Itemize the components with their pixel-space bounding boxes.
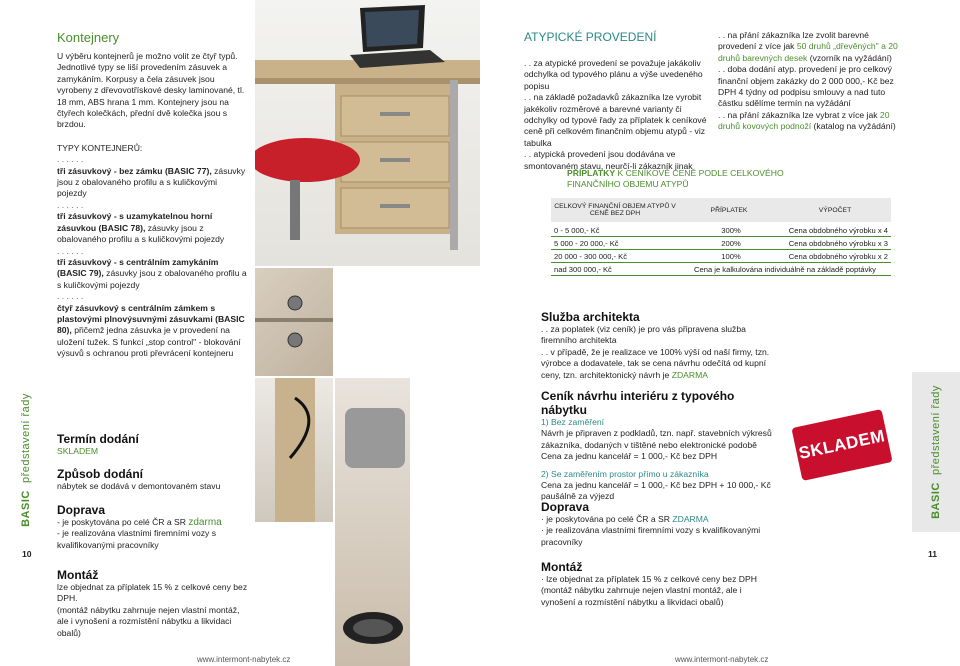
- p6-highlight: 20 druhů kovových podnoží: [718, 109, 890, 132]
- left-delivery-block: [57, 432, 257, 551]
- type-1-name: tři zásuvkový - bez zámku (BASIC 77),: [57, 165, 212, 176]
- page-number-right: 11: [928, 549, 938, 559]
- transport-line-1: [57, 517, 257, 528]
- tab-series: představení řady: [20, 393, 33, 484]
- atypical-p1: . . za atypické provedení se považuje jakákoliv odchylka od typového plánu a výše uvedeného popisu: [524, 58, 703, 91]
- surcharge-title: [567, 168, 797, 191]
- table-row: [551, 250, 891, 263]
- type-3-desc: zásuvky jsou z obalovaného profilu a s kuličkovými pojezdy: [57, 268, 247, 290]
- table-cell: 20 000 - 300 000,- Kč: [551, 250, 679, 263]
- pricing-2-label: 2) Se zaměřením prostor přímo u zákazníka: [541, 468, 709, 479]
- page-number-left: 10: [22, 549, 32, 559]
- left-text-column: [57, 30, 247, 360]
- page-title: Kontejnery: [57, 30, 120, 45]
- pricing-section: [541, 389, 776, 503]
- side-tab-label: [930, 385, 942, 519]
- right-mount-block: [541, 560, 776, 608]
- tab-basic: BASIC: [20, 490, 33, 527]
- transport-line-1: [541, 514, 776, 525]
- dots: . . . . . .: [57, 154, 84, 165]
- p6-text: . . na přání zákazníka lze vybrat z více jak: [718, 109, 880, 120]
- type-3: [57, 257, 247, 291]
- grommet-photo: [335, 378, 410, 666]
- transport-title: Doprava: [541, 500, 590, 514]
- transport-free: ZDARMA: [672, 514, 709, 524]
- footer-url-right: www.intermont-nabytek.cz: [675, 655, 769, 664]
- right-transport-block: [541, 500, 776, 548]
- type-1-desc: zásuvky jsou z obalovaného profilu a s kuličkovými pojezdy: [57, 165, 246, 199]
- left-mount-block: [57, 568, 257, 639]
- left-side-tab: [14, 380, 38, 540]
- p4-highlight: 50 druhů „dřevěných" a 20 druhů barevných desek: [718, 41, 898, 63]
- table-header-cell: PŘÍPLATEK: [710, 206, 748, 214]
- atypical-section: [524, 30, 710, 172]
- pricing-title: Ceník návrhu interiéru z typového nábytku: [541, 389, 735, 417]
- transport-free: zdarma: [188, 516, 222, 528]
- table-header: [551, 198, 891, 222]
- mount-line-1: · lze objednat za příplatek 15 % z celkové ceny bez DPH: [541, 574, 757, 584]
- right-side-tab: [912, 372, 960, 532]
- mount-line-1: lze objednat za příplatek 15 % z celkové ceny bez DPH.: [57, 582, 248, 604]
- p4-post: (vzorník na vyžádání): [807, 52, 892, 63]
- mount-title: Montáž: [541, 560, 583, 574]
- desk-foot-photo: [255, 378, 333, 522]
- cable-grommet-photo: [335, 378, 410, 666]
- desk-photo: [255, 0, 480, 266]
- table-row: [551, 237, 891, 250]
- table-cell: 300%: [679, 224, 783, 237]
- dots: . . . . . .: [57, 199, 84, 210]
- table-row: [551, 263, 891, 276]
- tab-series: představení řady: [930, 385, 943, 476]
- pricing-1-label: 1) Bez zaměření: [541, 417, 605, 427]
- types-heading: TYPY KONTEJNERŮ:: [57, 142, 143, 153]
- atypical-p2: . . na základě požadavků zákazníka lze vyrobit jakékoliv rozměrové a barevné varianty či odchylky od typové řady za příplatek k ceníkové ceně při celkovém finančním objemu atypů - viz tabulka: [524, 92, 707, 148]
- side-tab-label: [20, 393, 32, 527]
- architect-title: Služba architekta: [541, 310, 640, 324]
- method-title: Způsob dodání: [57, 467, 143, 482]
- table-cell: Cena obdobného výrobku x 2: [783, 250, 891, 263]
- lock-photo: [255, 268, 333, 376]
- surcharge-bold: PŘÍPLATKY: [567, 168, 616, 178]
- type-2-name: tři zásuvkový - s uzamykatelnou horní zásuvkou (BASIC 78),: [57, 211, 213, 233]
- architect-p2: [541, 347, 771, 381]
- method-value: nábytek se dodává v demontovaném stavu: [57, 481, 221, 492]
- atypical-p5: . . doba dodání atyp. provedení je pro celkový finanční objem zakázky do 2 000 000,- Kč bez DPH 4 týdny od podpisu smlouvy a nad tuto částku sdělíme termín na vyžádání: [718, 64, 894, 109]
- mount-line-2: (montáž nábytku zahrnuje nejen vlastní montáž,: [57, 604, 240, 615]
- mount-line-2: (montáž nábytku zahrnuje nejen vlastní montáž, ale i vynošení a rozmístění nábytku a likvidaci obalů): [541, 585, 742, 607]
- table-cell: nad 300 000,- Kč: [551, 263, 679, 276]
- atypical-p4: [718, 30, 904, 64]
- type-1: [57, 166, 247, 200]
- mount-title: Montáž: [57, 568, 99, 582]
- table-cell: Cena je kalkulována individuálně na základě poptávky: [679, 263, 891, 276]
- atypical-title: ATYPICKÉ PROVEDENÍ: [524, 30, 657, 44]
- atypical-p3: . . atypická provedení jsou dodávána ve smontovaném stavu, neurčí-li zákazník jinak: [524, 149, 693, 171]
- term-value: SKLADEM: [57, 446, 99, 456]
- pricing-2-text: Cena za jednu kancelář = 1 000,- Kč bez DPH + 10 000,- Kč paušálně za výjezd: [541, 480, 771, 502]
- transport-title: Doprava: [57, 502, 106, 517]
- laptop-photo: [255, 0, 480, 266]
- table-cell: 0 - 5 000,- Kč: [551, 224, 679, 237]
- table-cell: Cena obdobného výrobku x 4: [783, 224, 891, 237]
- architect-section: [541, 310, 771, 381]
- dots: . . . . . .: [57, 291, 84, 302]
- pricing-1-text: Návrh je připraven z podkladů, tzn. např. stavebních výkresů zákazníka, dodaných v tištěné nebo elektronické podobě: [541, 428, 772, 450]
- surcharge-rest: K CENÍKOVÉ CENĚ PODLE CELKOVÉHO FINANČNÍHO OBJEMU ATYPŮ: [567, 168, 784, 190]
- stamp-text: SKLADEM: [797, 426, 887, 463]
- transport-text: · je poskytována po celé ČR a SR: [541, 514, 673, 524]
- table-row: [551, 224, 891, 237]
- transport-line-2: - je realizována vlastními firemními vozy s kvalifikovanými pracovníky: [57, 528, 217, 550]
- pricing-1-price: Cena za jednu kancelář = 1 000,- Kč bez DPH: [541, 451, 718, 462]
- footer-url-left: www.intermont-nabytek.cz: [197, 655, 291, 664]
- mount-line-3: ale i vynošení a rozmístění nábytku a likvidaci obalů): [57, 616, 232, 638]
- table-cell: 100%: [679, 250, 783, 263]
- surcharge-rows: [551, 224, 891, 276]
- tab-basic: BASIC: [930, 482, 943, 519]
- p6-post: (katalog na vyžádání): [811, 121, 896, 132]
- table-header-cell: VÝPOČET: [818, 206, 852, 214]
- desk-corner-photo: [255, 378, 333, 522]
- type-4-desc: přičemž jedna zásuvka je v provedení na uložení tužek. S funkcí „stop control" - blokování výsuvů s ochranou proti převrácení kontejneru: [57, 325, 241, 359]
- dots: . . . . . .: [57, 245, 84, 256]
- table-cell: Cena obdobného výrobku x 3: [783, 237, 891, 250]
- type-2: [57, 211, 247, 245]
- skladem-stamp: [791, 409, 892, 481]
- architect-text: . . v případě, že je realizace ve 100% výší od naší firmy, tzn. výrobce a dodavatele, tak se cena návrhu odečítá od kupní ceny, tzn. architektonický návrh je: [541, 346, 770, 380]
- type-3-name: tři zásuvkový - s centrálním zamykáním (BASIC 79),: [57, 256, 219, 279]
- type-2-desc: zásuvky jsou z obalovaného profilu a s kuličkovými pojezdy: [57, 222, 225, 245]
- transport-text: - je poskytována po celé ČR a SR: [57, 516, 189, 527]
- atypical-p6: [718, 110, 904, 133]
- p4-text: . . na přání zákazníka lze zvolit barevné provedení z více jak: [718, 30, 869, 52]
- transport-line-2: · je realizována vlastními firemními vozy s kvalifikovanými pracovníky: [541, 525, 761, 547]
- type-4: [57, 303, 247, 360]
- surcharge-table: [551, 198, 891, 276]
- architect-free: ZDARMA: [671, 369, 709, 380]
- table-cell: 5 000 - 20 000,- Kč: [551, 237, 679, 250]
- intro-paragraph: U výběru kontejnerů je možno volit ze čtyř typů. Jednotlivé typy se liší provedením zásuvek a zamykáním. Korpusy a čela zásuvek jsou vyrobeny z dřevovotřískové desky laminované, tl. 18 mm, ABS hrana 1 mm. Kontejnery jsou na čtyřech kolečkách, přední dvě kolečka jsou s brzdou.: [57, 51, 245, 130]
- table-cell: 200%: [679, 237, 783, 250]
- architect-p1: . . za poplatek (viz ceník) je pro vás připravena služba firemního architekta: [541, 324, 746, 346]
- term-title: Termín dodání: [57, 432, 139, 446]
- drawer-lock-photo: [255, 268, 333, 376]
- type-4-name: čtyř zásuvkový s centrálním zámkem s plastovými plnovýsuvnými zásuvkami (BASIC 80),: [57, 302, 245, 336]
- atypical-section-continued: [718, 30, 904, 133]
- table-header-cell: CELKOVÝ FINANČNÍ OBJEM ATYPŮ V CENĚ BEZ DPH: [554, 203, 676, 217]
